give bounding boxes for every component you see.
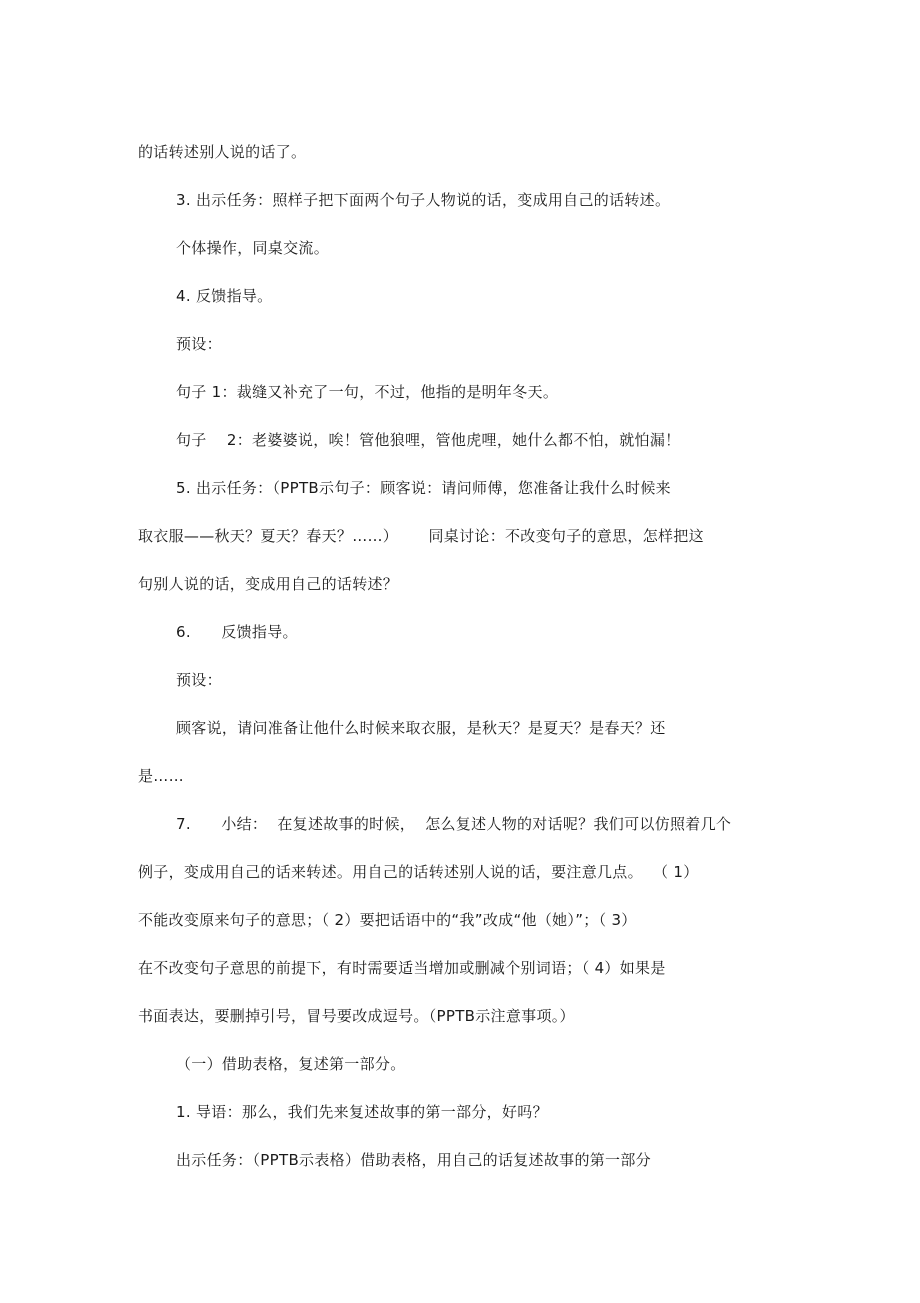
text-line-12: 预设： <box>176 671 222 689</box>
text-line-22: 出示任务：（PPTB示表格）借助表格，用自己的话复述故事的第一部分 <box>176 1151 651 1169</box>
text-line-6: 句子 1：裁缝又补充了一句，不过，他指的是明年冬天。 <box>176 383 559 401</box>
text-line-21: 1. 导语：那么，我们先来复述故事的第一部分，好吗？ <box>176 1103 548 1121</box>
text-line-16: 例子，变成用自己的话来转述。用自己的话转述别人说的话，要注意几点。 （ 1） <box>138 863 699 881</box>
text-line-19: 书面表达，要删掉引号，冒号要改成逗号。（PPTB示注意事项。） <box>138 1007 575 1025</box>
text-line-17: 不能改变原来句子的意思；（ 2）要把话语中的“我”改成“他（她）”；（ 3） <box>138 911 637 929</box>
text-line-3: 个体操作，同桌交流。 <box>176 239 330 257</box>
text-line-14: 是…… <box>138 767 184 785</box>
text-line-8: 5. 出示任务：（PPTB示句子：顾客说：请问师傅，您准备让我什么时候来 <box>176 479 671 497</box>
text-line-20: （一）借助表格，复述第一部分。 <box>176 1055 406 1073</box>
text-line-18: 在不改变句子意思的前提下，有时需要适当增加或删减个别词语；（ 4）如果是 <box>138 959 666 977</box>
text-line-9: 取衣服——秋天？夏天？春天？……） 同桌讨论：不改变句子的意思，怎样把这 <box>138 527 704 545</box>
text-line-11: 6. 反馈指导。 <box>176 623 298 641</box>
text-line-5: 预设： <box>176 335 222 353</box>
text-line-7: 句子 2：老婆婆说，唉！管他狼哩，管他虎哩，她什么都不怕，就怕漏！ <box>176 431 681 449</box>
text-line-1: 的话转述别人说的话了。 <box>138 143 307 161</box>
text-line-13: 顾客说，请问准备让他什么时候来取衣服，是秋天？是夏天？是春天？还 <box>176 719 666 737</box>
text-line-2: 3. 出示任务：照样子把下面两个句子人物说的话，变成用自己的话转述。 <box>176 191 671 209</box>
text-line-10: 句别人说的话，变成用自己的话转述？ <box>138 575 399 593</box>
text-line-15: 7. 小结： 在复述故事的时候， 怎么复述人物的对话呢？我们可以仿照着几个 <box>176 815 732 833</box>
text-line-4: 4. 反馈指导。 <box>176 287 273 305</box>
